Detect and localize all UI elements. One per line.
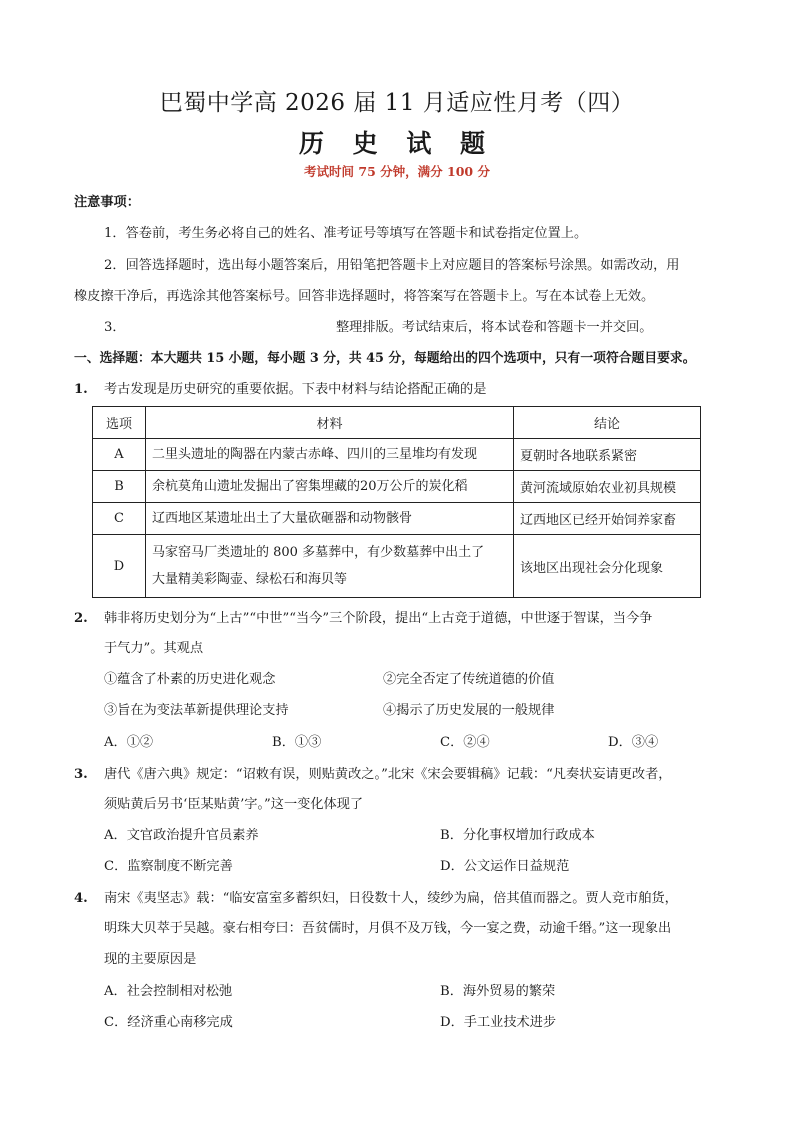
subject-title: 历 史 试 题 <box>298 129 496 158</box>
notice-item-2-line-1: 2．回答选择题时，选出每小题答案后，用铅笔把答题卡上对应题目的答案标号涂黑。如需改动，用 <box>104 258 680 273</box>
q1-conclusion-c: 辽西地区已经开始饲养家畜 <box>514 503 701 535</box>
q1-material-a: 二里头遗址的陶器在内蒙古赤峰、四川的三星堆均有发现 <box>146 439 514 471</box>
table-row <box>93 535 701 598</box>
q1-option-a: A <box>93 439 146 471</box>
q4-stem-line-1: 南宋《夷坚志》载：“临安富室多蓄织妇，日役数十人，绫纱为扁，倍其值而器之。贾人竞市舶货， <box>104 891 678 906</box>
q1-material-d <box>146 535 514 598</box>
table-row <box>93 471 701 503</box>
q4-choice-c: C．经济重心南移完成 <box>104 1015 233 1030</box>
q1-header-option: 选项 <box>93 407 146 439</box>
notice-item-2-line-2: 橡皮擦干净后，再选涂其他答案标号。回答非选择题时，将答案写在答题卡上。写在本试卷上无效。 <box>74 289 655 304</box>
q1-header-conclusion: 结论 <box>514 407 701 439</box>
q2-number: 2. <box>74 611 88 626</box>
q1-header-material: 材料 <box>146 407 514 439</box>
q1-option-b: B <box>93 471 146 503</box>
q3-number: 3. <box>74 767 88 782</box>
q1-conclusion-b: 黄河流域原始农业初具规模 <box>514 471 701 503</box>
q3-choice-b: B．分化事权增加行政成本 <box>440 828 595 843</box>
q3-stem-line-2: 须贴黄后另书‘臣某贴黄’字。”这一变化体现了 <box>104 797 364 812</box>
q2-stem-line-2: 于气力”。其观点 <box>104 641 204 656</box>
q1-stem: 考古发现是历史研究的重要依据。下表中材料与结论搭配正确的是 <box>104 382 487 397</box>
exam-title: 巴蜀中学高 2026 届 11 月适应性月考（四） <box>159 90 635 116</box>
q2-statement-4: ④揭示了历史发展的一般规律 <box>383 703 555 718</box>
q1-conclusion-d: 该地区出现社会分化现象 <box>514 535 701 598</box>
section-1-heading: 一、选择题：本大题共 15 小题，每小题 3 分，共 45 分，每题给出的四个选项中，只有一项符合题目要求。 <box>74 351 696 366</box>
notice-item-1: 1．答卷前，考生务必将自己的姓名、准考证号等填写在答题卡和试卷指定位置上。 <box>104 226 588 241</box>
q1-material-d-line-2: 大量精美彩陶壶、绿松石和海贝等 <box>152 572 348 587</box>
q2-choice-b: B．①③ <box>272 735 322 750</box>
exam-info: 考试时间 75 分钟，满分 100 分 <box>304 164 490 179</box>
q4-stem-line-3: 现的主要原因是 <box>104 952 197 967</box>
q2-statement-2: ②完全否定了传统道德的价值 <box>383 672 555 687</box>
q2-choice-d: D．③④ <box>608 735 659 750</box>
notice-heading: 注意事项： <box>74 195 140 210</box>
q4-choice-d: D．手工业技术进步 <box>440 1015 557 1030</box>
q1-option-c: C <box>93 503 146 535</box>
q1-material-c: 辽西地区某遗址出土了大量砍砸器和动物骸骨 <box>146 503 514 535</box>
notice-item-3-number: 3． <box>104 320 126 335</box>
table-row <box>93 503 701 535</box>
table-row <box>93 439 701 471</box>
q2-choice-c: C．②④ <box>440 735 490 750</box>
q1-material-b: 余杭莫角山遗址发掘出了窖集埋藏的20万公斤的炭化稻 <box>146 471 514 503</box>
q2-statement-1: ①蕴含了朴素的历史进化观念 <box>104 672 276 687</box>
q1-table-header-row <box>93 407 701 439</box>
q1-material-d-line-1: 马家窑马厂类遗址的 800 多墓葬中，有少数墓葬中出土了 <box>152 545 485 560</box>
q4-choice-a: A．社会控制相对松弛 <box>104 984 233 999</box>
q4-stem-line-2: 明珠大贝萃于吴越。豪右相夸曰：吾贫儒时，月俱不及万钱，今一宴之费，动逾千缗。”这一现象出 <box>104 921 672 936</box>
q1-number: 1. <box>74 382 88 397</box>
notice-item-3-text: 整理排版。考试结束后，将本试卷和答题卡一并交回。 <box>336 320 653 335</box>
q2-choice-a: A．①② <box>104 735 154 750</box>
q3-choice-d: D．公文运作日益规范 <box>440 859 570 874</box>
q3-choice-a: A．文官政治提升官员素养 <box>104 828 259 843</box>
q2-statement-3: ③旨在为变法革新提供理论支持 <box>104 703 289 718</box>
q3-stem-line-1: 唐代《唐六典》规定：“诏敕有误，则贴黄改之。”北宋《宋会要辑稿》记载：“凡奏状妄请更改者， <box>104 767 672 782</box>
q1-table <box>92 406 701 598</box>
q4-number: 4. <box>74 891 88 906</box>
q4-choice-b: B．海外贸易的繁荣 <box>440 984 556 999</box>
q1-conclusion-a: 夏朝时各地联系紧密 <box>514 439 701 471</box>
q1-option-d: D <box>93 535 146 598</box>
q3-choice-c: C．监察制度不断完善 <box>104 859 233 874</box>
q2-stem-line-1: 韩非将历史划分为“上古”“中世”“当今”三个阶段，提出“上古竞于道德，中世逐于智谋，当今争 <box>104 611 653 626</box>
